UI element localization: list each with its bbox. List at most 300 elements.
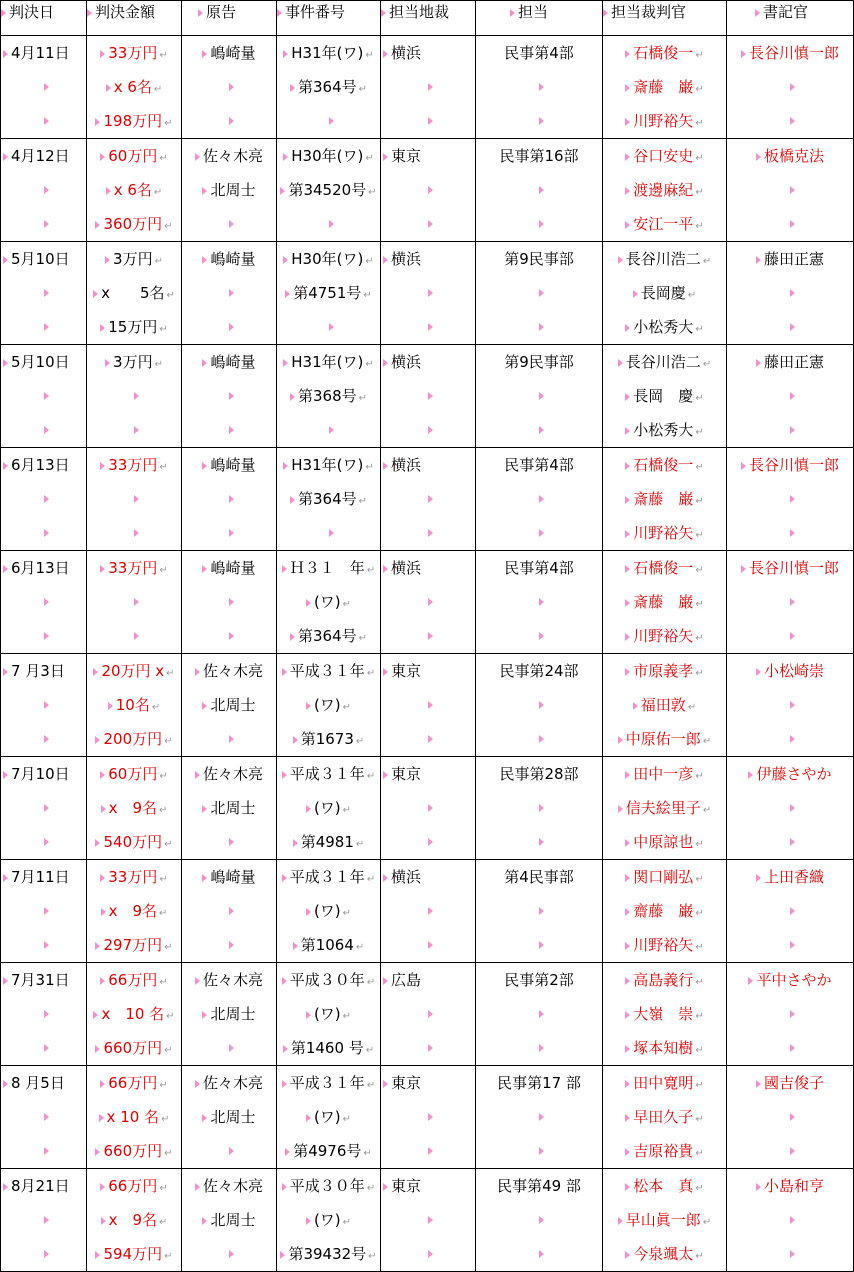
cell-case-number-line: H30年(ワ) [291, 250, 364, 268]
cell-plaintiff [182, 1169, 277, 1272]
paragraph-mark-icon [625, 977, 630, 985]
cell-judges-line: 渡邊麻紀 [633, 181, 694, 199]
paragraph-mark-icon [229, 83, 234, 91]
return-mark-icon: ↵ [366, 668, 376, 679]
paragraph-mark-icon [790, 735, 795, 743]
paragraph-mark-icon [428, 735, 433, 743]
paragraph-mark-icon [99, 1114, 104, 1122]
cell-plaintiff-line: 嶋崎量 [210, 44, 256, 62]
cell-clerk [727, 242, 854, 345]
return-mark-icon: ↵ [366, 1183, 376, 1194]
paragraph-mark-icon [100, 324, 105, 332]
paragraph-mark-icon [3, 256, 8, 264]
cell-date-line: 6月13日 [11, 559, 70, 577]
cell-case-number-line: 平成３１年 [289, 1074, 365, 1092]
paragraph-mark-icon [285, 290, 290, 298]
paragraph-mark-icon [790, 289, 795, 297]
cell-court-line: 横浜 [391, 559, 422, 577]
cell-plaintiff-line: 北周士 [210, 696, 256, 714]
return-mark-icon: ↵ [164, 839, 173, 850]
return-mark-icon: ↵ [358, 496, 368, 507]
paragraph-mark-icon [625, 462, 630, 470]
cell-division-line: 民事第2部 [504, 971, 574, 989]
cell-clerk-line: 長谷川慎一郎 [748, 559, 839, 577]
cell-clerk [727, 36, 854, 139]
paragraph-mark-icon [3, 1183, 8, 1191]
paragraph-mark-icon [756, 153, 761, 161]
paragraph-mark-icon [202, 805, 207, 813]
paragraph-mark-icon [229, 426, 234, 434]
paragraph-mark-icon [428, 426, 433, 434]
paragraph-mark-icon [306, 1011, 311, 1019]
return-mark-icon: ↵ [154, 359, 163, 370]
cell-amount [87, 242, 182, 345]
cell-case-number-line: 第1673 [300, 730, 354, 748]
paragraph-mark-icon [790, 323, 795, 331]
cell-clerk-line: 上田香織 [763, 868, 824, 886]
return-mark-icon: ↵ [159, 324, 168, 335]
cell-judges-line: 齋藤 巌 [633, 902, 694, 920]
cell-case-number-line: 第364号 [297, 490, 357, 508]
table-row [1, 654, 854, 757]
paragraph-mark-icon [95, 839, 100, 847]
paragraph-mark-icon [428, 941, 433, 949]
return-mark-icon: ↵ [365, 359, 374, 370]
return-mark-icon: ↵ [695, 530, 704, 541]
paragraph-mark-icon [539, 426, 544, 434]
cell-judges-line: 田中寛明 [633, 1074, 694, 1092]
paragraph-mark-icon [229, 598, 234, 606]
table-row [1, 1169, 854, 1272]
cell-judges-line: 松本 真 [633, 1177, 694, 1195]
return-mark-icon: ↵ [358, 393, 368, 404]
return-mark-icon: ↵ [695, 977, 704, 988]
return-mark-icon: ↵ [159, 50, 168, 61]
paragraph-mark-icon [625, 668, 630, 676]
paragraph-mark-icon [282, 565, 287, 573]
cell-plaintiff-line: 嶋崎量 [210, 250, 256, 268]
cell-division [476, 448, 603, 551]
return-mark-icon: ↵ [695, 153, 704, 164]
paragraph-mark-icon [3, 50, 8, 58]
cell-court-line: 横浜 [391, 868, 422, 886]
cell-amount-line: 540万円 [103, 833, 163, 851]
paragraph-mark-icon [44, 83, 49, 91]
cell-amount-line: 66万円 [108, 971, 158, 989]
cell-date-line: 4月12日 [11, 147, 70, 165]
paragraph-mark-icon [428, 838, 433, 846]
paragraph-mark-icon [790, 1147, 795, 1155]
paragraph-mark-icon [44, 941, 49, 949]
paragraph-mark-icon [282, 977, 287, 985]
return-mark-icon: ↵ [159, 565, 168, 576]
paragraph-mark-icon [283, 1045, 288, 1053]
paragraph-mark-icon [618, 256, 623, 264]
cell-date [1, 1169, 87, 1272]
paragraph-mark-icon [44, 289, 49, 297]
paragraph-mark-icon [625, 1080, 630, 1088]
return-mark-icon: ↵ [159, 908, 168, 919]
paragraph-mark-icon [106, 84, 111, 92]
return-mark-icon: ↵ [368, 187, 377, 198]
paragraph-mark-icon [790, 941, 795, 949]
paragraph-mark-icon [282, 668, 287, 676]
cell-judges-line: 大嶺 崇 [633, 1005, 694, 1023]
return-mark-icon: ↵ [695, 1080, 704, 1091]
return-mark-icon: ↵ [355, 736, 365, 747]
cell-judges [603, 139, 727, 242]
cell-amount-line: 3万円 [113, 353, 153, 371]
paragraph-mark-icon [428, 701, 433, 709]
paragraph-mark-icon [383, 1183, 388, 1191]
paragraph-mark-icon [428, 1044, 433, 1052]
paragraph-mark-icon [44, 1113, 49, 1121]
paragraph-mark-icon [428, 117, 433, 125]
cell-case-number-line: 第34520号 [288, 181, 367, 199]
cell-plaintiff-line: 北周士 [210, 181, 256, 199]
return-mark-icon: ↵ [166, 290, 175, 301]
paragraph-mark-icon [293, 839, 298, 847]
return-mark-icon: ↵ [366, 565, 376, 576]
paragraph-mark-icon [44, 186, 49, 194]
paragraph-mark-icon [306, 599, 311, 607]
cell-judges-line: 吉原裕貴 [633, 1142, 694, 1160]
paragraph-mark-icon [229, 735, 234, 743]
cell-date [1, 757, 87, 860]
paragraph-mark-icon [44, 495, 49, 503]
return-mark-icon: ↵ [166, 1011, 175, 1022]
paragraph-mark-icon [229, 632, 234, 640]
return-mark-icon: ↵ [687, 290, 697, 301]
paragraph-mark-icon [290, 496, 295, 504]
table-row [1, 448, 854, 551]
paragraph-mark-icon [105, 256, 110, 264]
cell-amount [87, 654, 182, 757]
return-mark-icon: ↵ [365, 1045, 375, 1056]
paragraph-mark-icon [202, 256, 207, 264]
paragraph-mark-icon [290, 393, 295, 401]
cell-date-line: 5月10日 [11, 250, 70, 268]
cell-clerk-line: 小松崎崇 [763, 662, 824, 680]
paragraph-mark-icon [428, 804, 433, 812]
paragraph-mark-icon [625, 393, 630, 401]
cell-judges-line: 長岡慶 [640, 284, 686, 302]
paragraph-mark-icon [44, 117, 49, 125]
paragraph-mark-icon [756, 359, 761, 367]
cell-case-number-line: 平成３１年 [289, 868, 365, 886]
cell-case-number [277, 860, 381, 963]
cell-clerk-line: 藤田正憲 [763, 353, 824, 371]
cell-clerk-line: 長谷川慎一郎 [748, 44, 839, 62]
return-mark-icon: ↵ [702, 256, 712, 267]
cell-division [476, 242, 603, 345]
paragraph-mark-icon [44, 701, 49, 709]
paragraph-mark-icon [202, 874, 207, 882]
cell-judges-line: 中原佑一郎 [625, 730, 701, 748]
table-row [1, 139, 854, 242]
cell-case-number [277, 1169, 381, 1272]
paragraph-mark-icon [202, 1217, 207, 1225]
paragraph-mark-icon [741, 50, 746, 58]
cell-division [476, 757, 603, 860]
paragraph-mark-icon [306, 702, 311, 710]
cell-judges [603, 963, 727, 1066]
cell-amount [87, 963, 182, 1066]
table-row [1, 1066, 854, 1169]
cell-court [381, 1066, 476, 1169]
paragraph-mark-icon [428, 323, 433, 331]
paragraph-mark-icon [539, 1010, 544, 1018]
return-mark-icon: ↵ [153, 187, 163, 198]
paragraph-mark-icon [95, 1251, 100, 1259]
paragraph-mark-icon [329, 220, 334, 228]
paragraph-mark-icon [44, 1044, 49, 1052]
paragraph-mark-icon [283, 153, 288, 161]
cell-case-number-line: 第364号 [297, 78, 357, 96]
paragraph-mark-icon [383, 977, 388, 985]
paragraph-mark-icon [383, 874, 388, 882]
cell-case-number-line: (ワ) [313, 696, 341, 714]
return-mark-icon: ↵ [365, 256, 374, 267]
cell-amount-line: 594万円 [103, 1245, 163, 1263]
paragraph-mark-icon [229, 495, 234, 503]
return-mark-icon: ↵ [164, 942, 173, 953]
cell-judges-line: 斎藤 巌 [633, 78, 694, 96]
cell-case-number-line: H30年(ワ) [291, 147, 364, 165]
cell-amount-line: 660万円 [103, 1039, 163, 1057]
cell-case-number-line: 第4751号 [293, 284, 362, 302]
paragraph-mark-icon [539, 1216, 544, 1224]
cell-judges-line: 斎藤 巌 [633, 490, 694, 508]
paragraph-mark-icon [106, 187, 111, 195]
cell-judges-line: 石橋俊一 [633, 559, 694, 577]
paragraph-mark-icon [539, 117, 544, 125]
paragraph-mark-icon [790, 529, 795, 537]
cell-date [1, 1066, 87, 1169]
paragraph-mark-icon [428, 1216, 433, 1224]
return-mark-icon: ↵ [695, 118, 704, 129]
paragraph-mark-icon [108, 702, 113, 710]
cell-date-line: 5月10日 [11, 353, 70, 371]
paragraph-mark-icon [3, 462, 8, 470]
cell-date-line: 7月31日 [11, 971, 70, 989]
paragraph-mark-icon [539, 495, 544, 503]
paragraph-mark-icon [539, 804, 544, 812]
paragraph-mark-icon [100, 1183, 105, 1191]
paragraph-mark-icon [105, 359, 110, 367]
cell-date-line: 8月21日 [11, 1177, 70, 1195]
paragraph-mark-icon [285, 1148, 290, 1156]
paragraph-mark-icon [790, 1216, 795, 1224]
cell-case-number-line: 第364号 [297, 627, 357, 645]
paragraph-mark-icon [790, 83, 795, 91]
cell-court [381, 757, 476, 860]
paragraph-mark-icon [95, 1045, 100, 1053]
cell-case-number-line: 平成３１年 [289, 765, 365, 783]
cell-date [1, 139, 87, 242]
cell-plaintiff [182, 1066, 277, 1169]
paragraph-mark-icon [383, 50, 388, 58]
cell-case-number-line: H31年(ワ) [291, 456, 364, 474]
cell-date [1, 963, 87, 1066]
cell-judges-line: 長谷川浩二 [625, 250, 701, 268]
paragraph-mark-icon [428, 289, 433, 297]
cell-court [381, 36, 476, 139]
cell-court-line: 東京 [391, 1074, 422, 1092]
paragraph-mark-icon [790, 426, 795, 434]
cell-amount-line: 33万円 [108, 559, 158, 577]
cell-division [476, 345, 603, 448]
paragraph-mark-icon [625, 118, 630, 126]
cell-judges-line: 川野裕矢 [633, 112, 694, 130]
cell-case-number-line: 第4981 [300, 833, 354, 851]
cell-clerk [727, 345, 854, 448]
paragraph-mark-icon [383, 153, 388, 161]
paragraph-mark-icon [539, 83, 544, 91]
cell-amount [87, 139, 182, 242]
cell-court [381, 654, 476, 757]
header-row [1, 1, 854, 36]
return-mark-icon: ↵ [695, 599, 704, 610]
paragraph-mark-icon [618, 736, 623, 744]
cell-judges-line: 長岡 慶 [633, 387, 694, 405]
return-mark-icon: ↵ [166, 668, 175, 679]
cell-case-number-line: 第39432号 [288, 1245, 367, 1263]
cell-plaintiff-line: 北周士 [210, 799, 256, 817]
cell-division [476, 860, 603, 963]
cell-case-number-line: (ワ) [313, 1211, 341, 1229]
paragraph-mark-icon [539, 907, 544, 915]
paragraph-mark-icon [195, 668, 200, 676]
paragraph-mark-icon [539, 186, 544, 194]
paragraph-mark-icon [195, 977, 200, 985]
cell-judges [603, 36, 727, 139]
cell-judges-line: 斎藤 巌 [633, 593, 694, 611]
paragraph-mark-icon [3, 977, 8, 985]
cell-case-number [277, 1066, 381, 1169]
cell-clerk [727, 757, 854, 860]
paragraph-mark-icon [3, 1080, 8, 1088]
cell-amount [87, 345, 182, 448]
return-mark-icon: ↵ [366, 977, 376, 988]
return-mark-icon: ↵ [159, 153, 168, 164]
paragraph-mark-icon [202, 50, 207, 58]
paragraph-mark-icon [44, 220, 49, 228]
paragraph-mark-icon [229, 941, 234, 949]
paragraph-mark-icon [383, 771, 388, 779]
cell-amount [87, 448, 182, 551]
paragraph-mark-icon [790, 1250, 795, 1258]
cell-division-line: 第9民事部 [504, 250, 574, 268]
cell-date [1, 654, 87, 757]
return-mark-icon: ↵ [695, 187, 704, 198]
cell-judges-line: 高島義行 [633, 971, 694, 989]
cell-division-line: 民事第28部 [499, 765, 579, 783]
cell-division [476, 36, 603, 139]
cell-plaintiff [182, 860, 277, 963]
return-mark-icon: ↵ [164, 1251, 173, 1262]
return-mark-icon: ↵ [695, 771, 704, 782]
paragraph-mark-icon [202, 462, 207, 470]
return-mark-icon: ↵ [695, 496, 704, 507]
paragraph-mark-icon [229, 529, 234, 537]
paragraph-mark-icon [428, 220, 433, 228]
cell-case-number-line: (ワ) [313, 1005, 341, 1023]
paragraph-mark-icon [790, 701, 795, 709]
paragraph-mark-icon [625, 874, 630, 882]
cell-judges-line: 谷口安史 [633, 147, 694, 165]
cell-judges-line: 早山眞一郎 [625, 1211, 701, 1229]
cell-judges [603, 345, 727, 448]
paragraph-mark-icon [306, 1114, 311, 1122]
return-mark-icon: ↵ [159, 462, 168, 473]
paragraph-mark-icon [306, 805, 311, 813]
return-mark-icon: ↵ [358, 633, 368, 644]
return-mark-icon: ↵ [695, 1114, 704, 1125]
cell-judges-line: 早田久子 [633, 1108, 694, 1126]
return-mark-icon: ↵ [695, 908, 704, 919]
cell-amount-line: 3万円 [113, 250, 153, 268]
cell-amount [87, 551, 182, 654]
paragraph-mark-icon [100, 977, 105, 985]
return-mark-icon: ↵ [159, 874, 168, 885]
cell-division [476, 654, 603, 757]
cell-date [1, 448, 87, 551]
paragraph-mark-icon [383, 256, 388, 264]
cell-court-line: 横浜 [391, 44, 422, 62]
paragraph-mark-icon [539, 1113, 544, 1121]
paragraph-mark-icon [293, 942, 298, 950]
cell-amount-line: 60万円 [108, 765, 158, 783]
paragraph-mark-icon [229, 220, 234, 228]
cell-amount-line: 200万円 [103, 730, 163, 748]
cell-plaintiff [182, 139, 277, 242]
paragraph-mark-icon [625, 187, 630, 195]
paragraph-mark-icon [618, 805, 623, 813]
cell-judges-line: 小松秀大 [633, 318, 694, 336]
paragraph-mark-icon [428, 1113, 433, 1121]
cell-judges-line: 長谷川浩二 [625, 353, 701, 371]
paragraph-mark-icon [625, 496, 630, 504]
cell-judges-line: 川野裕矢 [633, 936, 694, 954]
paragraph-mark-icon [100, 462, 105, 470]
paragraph-mark-icon [293, 736, 298, 744]
return-mark-icon: ↵ [695, 942, 704, 953]
paragraph-mark-icon [428, 1147, 433, 1155]
cell-plaintiff-line: 嶋崎量 [210, 353, 256, 371]
cell-plaintiff-line: 嶋崎量 [210, 559, 256, 577]
paragraph-mark-icon [790, 186, 795, 194]
paragraph-mark-icon [790, 392, 795, 400]
paragraph-mark-icon [44, 1147, 49, 1155]
cell-case-number-line: 第1064 [300, 936, 354, 954]
cell-clerk-line: 板橋克法 [763, 147, 824, 165]
return-mark-icon: ↵ [695, 84, 704, 95]
paragraph-mark-icon [329, 529, 334, 537]
cell-division [476, 551, 603, 654]
table-row [1, 345, 854, 448]
paragraph-mark-icon [756, 256, 761, 264]
table-row [1, 551, 854, 654]
paragraph-mark-icon [44, 735, 49, 743]
cell-division [476, 963, 603, 1066]
paragraph-mark-icon [625, 1114, 630, 1122]
cell-judges [603, 1066, 727, 1169]
return-mark-icon: ↵ [342, 908, 352, 919]
paragraph-mark-icon [383, 1080, 388, 1088]
return-mark-icon: ↵ [365, 50, 374, 61]
cell-judges [603, 242, 727, 345]
